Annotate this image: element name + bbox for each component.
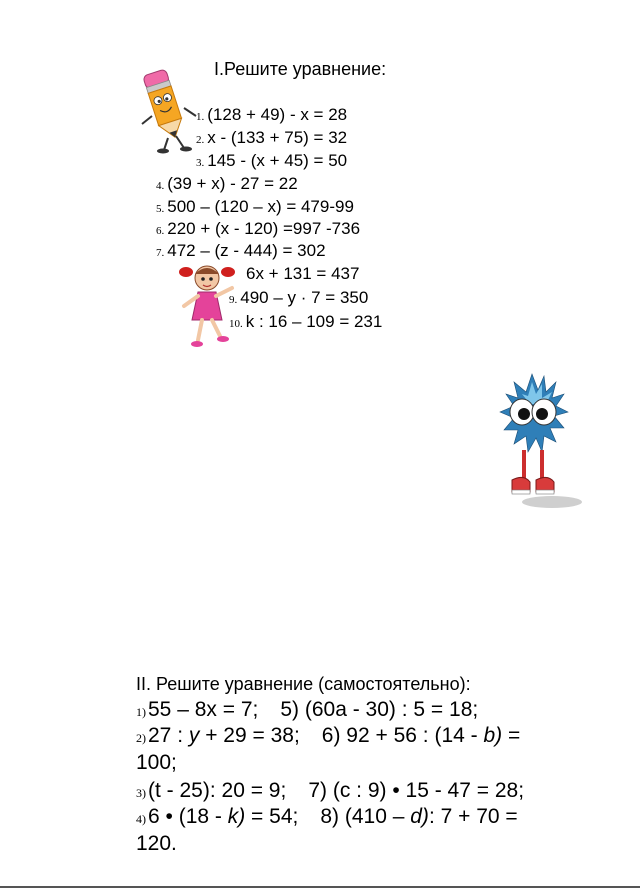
equation-3: (t - 25): 20 = 9; [148, 779, 287, 802]
equation-number: 10. [229, 318, 243, 330]
equation-number: 2. [196, 134, 205, 146]
line-number: 1) [136, 705, 146, 719]
equation-8-part: : 7 + 70 = [428, 805, 518, 828]
equation-2 [196, 128, 347, 150]
equation-7: 7) (c : 9) • 15 - 47 = 28; [308, 779, 525, 802]
equation-4-part: = 54; [245, 805, 299, 828]
equation-2-part: + 29 = 38; [199, 724, 300, 747]
part1-title: I.Решите уравнение: [214, 59, 387, 79]
equation-text: k : 16 – 109 = 231 [245, 312, 383, 331]
equation-number: 7. [156, 247, 165, 259]
equation-number: 6. [156, 225, 165, 237]
girl-character-image [176, 262, 248, 350]
equation-text: 145 - (x + 45) = 50 [207, 151, 348, 170]
equation-text: (39 + x) - 27 = 22 [167, 174, 298, 193]
line-number: 3) [136, 786, 146, 800]
equation-text: 472 – (z - 444) = 302 [167, 241, 326, 260]
equation-9 [229, 288, 368, 310]
pencil-character-image [138, 64, 210, 154]
fuzzy-monster-image [492, 372, 584, 516]
equation-text: 500 – (120 – x) = 479-99 [167, 197, 354, 216]
equation-number: 3. [196, 157, 205, 169]
equation-1 [196, 105, 347, 127]
equation-1: 55 – 8x = 7; [148, 698, 259, 721]
page-bottom-border [0, 886, 640, 888]
variable-y: y [188, 724, 200, 747]
equation-text: 6x + 131 = 437 [246, 264, 360, 283]
equation-text: (128 + 49) - x = 28 [207, 105, 348, 124]
equation-6-part: = [502, 724, 521, 747]
part2-line-4-cont: 120. [136, 832, 177, 855]
variable-d: d) [410, 805, 429, 828]
equation-number: 5. [156, 203, 165, 215]
part2-line-2 [136, 722, 520, 752]
equation-6 [156, 219, 360, 241]
equation-text: x - (133 + 75) = 32 [207, 128, 348, 147]
equation-number: 4. [156, 180, 165, 192]
equation-5: 5) (60a - 30) : 5 = 18; [280, 698, 479, 721]
equation-8-part: 8) (410 – [320, 805, 411, 828]
equation-8 [243, 264, 359, 286]
variable-b: b) [483, 724, 503, 747]
line-number: 2) [136, 731, 146, 745]
equation-5 [156, 197, 354, 219]
equation-number: 1. [196, 111, 205, 123]
equation-number: 9. [229, 294, 238, 306]
equation-4-part: 6 • (18 - [148, 805, 228, 828]
part2-line-4 [136, 803, 518, 833]
equation-4 [156, 174, 298, 196]
equation-10 [229, 312, 382, 334]
part2-line-2-cont: 100; [136, 751, 177, 774]
variable-k: k) [227, 805, 246, 828]
part2-title: II. Решите уравнение (самостоятельно): [136, 674, 471, 694]
equation-6-part: 6) 92 + 56 : (14 - [321, 724, 484, 747]
equation-text: 490 – y · 7 = 350 [240, 288, 369, 307]
equation-2-part: 27 : [148, 724, 189, 747]
equation-3 [196, 151, 347, 173]
equation-text: 220 + (x - 120) =997 -736 [167, 219, 361, 238]
equation-7 [156, 241, 326, 263]
line-number: 4) [136, 812, 146, 826]
